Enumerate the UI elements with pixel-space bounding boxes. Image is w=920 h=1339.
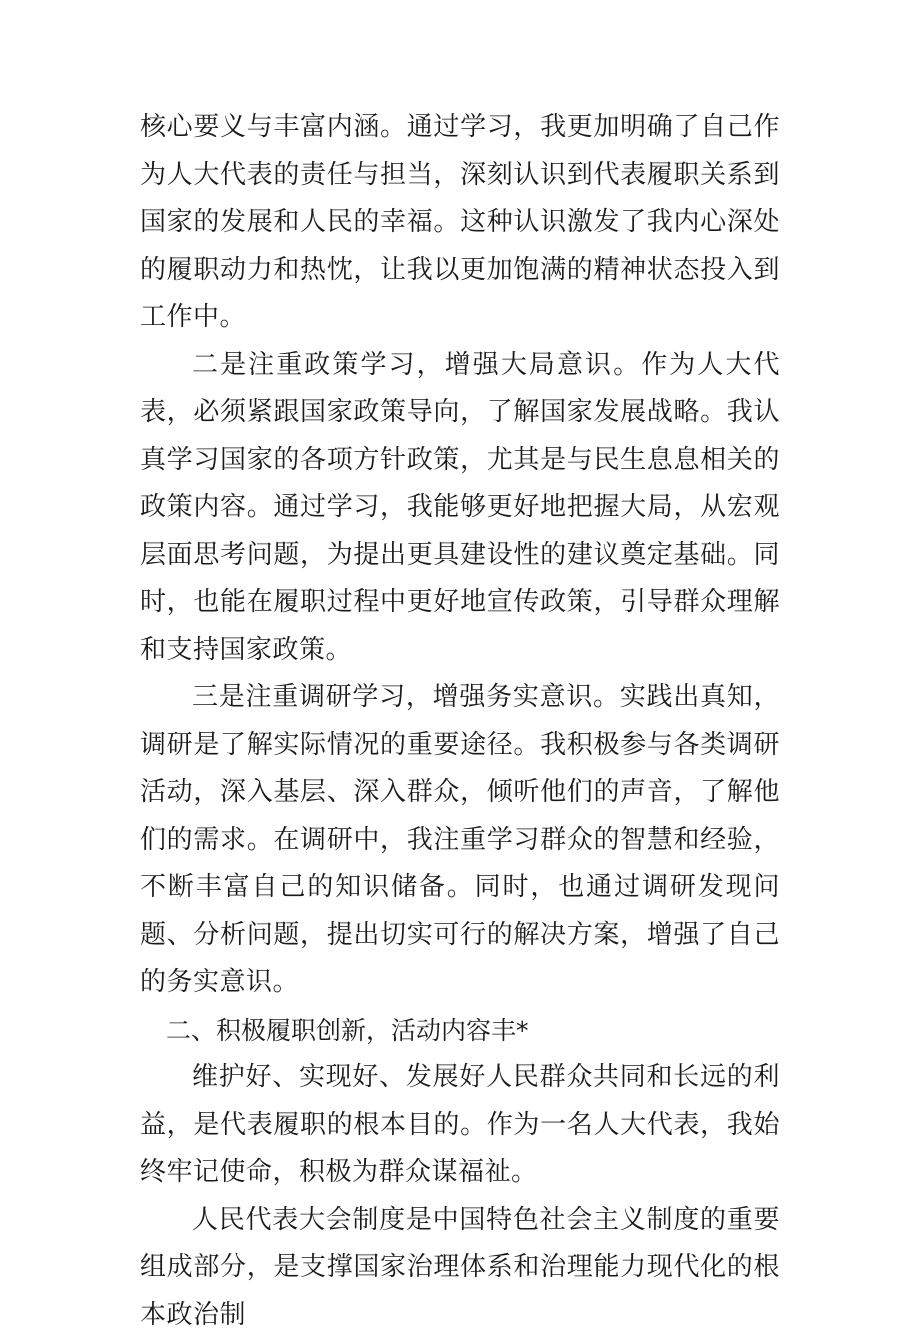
paragraph-congress-system: 人民代表大会制度是中国特色社会主义制度的重要组成部分，是支撑国家治理体系和治理能力现代化的根本政治制	[140, 1197, 780, 1339]
section-heading: 二、积极履职创新，活动内容丰*	[140, 1007, 780, 1055]
paragraph-policy-study: 二是注重政策学习，增强大局意识。作为人大代表，必须紧跟国家政策导向，了解国家发展战略。我认真学习国家的各项方针政策，尤其是与民生息息相关的政策内容。通过学习，我能够更好地把握大局，从宏观层面思考问题，为提出更具建设性的建议奠定基础。同时，也能在履职过程中更好地宣传政策，引导群众理解和支持国家政策。	[140, 342, 780, 675]
paragraph-continued: 核心要义与丰富内涵。通过学习，我更加明确了自己作为人大代表的责任与担当，深刻认识到代表履职关系到国家的发展和人民的幸福。这种认识激发了我内心深处的履职动力和热忱，让我以更加饱满的精神状态投入到工作中。	[140, 104, 780, 342]
paragraph-people-interests: 维护好、实现好、发展好人民群众共同和长远的利益，是代表履职的根本目的。作为一名人大代表，我始终牢记使命，积极为群众谋福祉。	[140, 1054, 780, 1197]
paragraph-research-study: 三是注重调研学习，增强务实意识。实践出真知，调研是了解实际情况的重要途径。我积极参与各类调研活动，深入基层、深入群众，倾听他们的声音，了解他们的需求。在调研中，我注重学习群众的智慧和经验，不断丰富自己的知识储备。同时，也通过调研发现问题、分析问题，提出切实可行的解决方案，增强了自己的务实意识。	[140, 674, 780, 1007]
document-body	[140, 104, 780, 1339]
